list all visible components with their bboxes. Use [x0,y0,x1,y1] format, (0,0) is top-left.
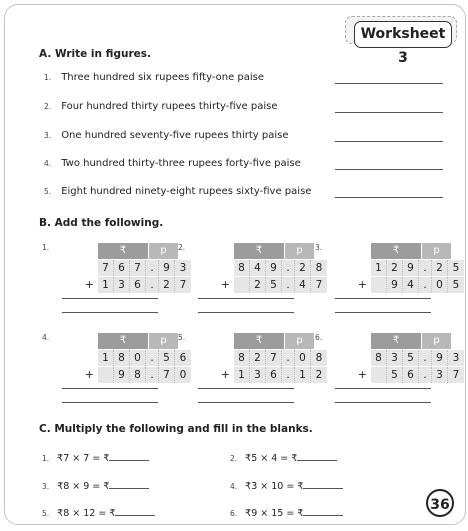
digit-cell: 6 [114,260,130,276]
a-item-number: 4. [44,159,52,168]
problem-number: 2. [178,243,186,252]
c-item-expression: ₹3 × 10 = ₹ [245,481,304,492]
digit-cell: 9 [432,350,448,366]
addend-row-bottom [208,276,327,293]
operator: + [220,278,230,291]
digit-cell: 0 [179,369,187,381]
digit-cell: 7 [159,367,175,383]
digit-cell: 2 [315,369,323,381]
addition-problem [178,333,323,403]
digit-cell: 6 [130,277,146,293]
a-item-text: Eight hundred ninety-eight rupees sixty-five paise [61,186,312,197]
decimal-point: . [146,350,159,366]
addend-row-bottom [208,366,327,383]
addition-problem [315,333,460,403]
digit-cell: 2 [295,260,311,276]
addend-row-top [345,349,464,366]
digit-cell: 5 [403,350,419,366]
digit-cell: 6 [266,367,282,383]
digit-cell: 6 [403,367,419,383]
digit-cell: 1 [98,277,114,293]
digit-cell: 3 [250,367,266,383]
digit-cell: 1 [295,367,311,383]
digit-cell: 7 [452,369,460,381]
sum-line [335,298,431,299]
digit-cell [98,367,114,383]
answer-blank [297,450,337,461]
digit-cell: 4 [250,260,266,276]
digit-cell: 5 [266,277,282,293]
addition-grid [72,333,191,383]
problem-number: 6. [315,333,323,342]
answer-line [335,169,443,170]
digit-cell: 1 [371,260,387,276]
addend-row-bottom [72,276,191,293]
c-item-number: 6. [230,509,238,518]
c-item-number: 3. [42,482,50,491]
digit-cell: 9 [403,260,419,276]
decimal-point: . [282,260,295,276]
c-item [42,478,149,492]
addition-grid [208,243,327,293]
c-item-number: 4. [230,482,238,491]
digit-cell: 1 [98,350,114,366]
digit-cell: 2 [250,350,266,366]
worksheet-title: Worksheet 3 [354,21,452,48]
c-item [42,505,155,519]
digit-cell: 5 [452,262,460,274]
a-item [44,101,444,115]
addition-problem [178,243,323,313]
addition-problem [42,243,187,313]
worksheet-badge [345,16,457,66]
rupee-header: ₹ [234,243,285,259]
addend-row-top [72,259,191,276]
answer-line [335,197,443,198]
section-c-title: C. Multiply the following and fill in the blanks. [39,423,313,435]
c-item-expression: ₹8 × 9 = ₹ [57,481,110,492]
section-a-title: A. Write in figures. [39,48,151,60]
digit-cell: 7 [179,279,187,291]
c-item [230,450,337,464]
paise-header: p [285,243,314,259]
decimal-point: . [146,277,159,293]
addend-row-top [345,259,464,276]
digit-cell: 2 [250,277,266,293]
digit-cell: 5 [452,279,460,291]
rupee-header: ₹ [98,333,149,349]
paise-header: p [149,243,178,259]
a-item-text: Three hundred six rupees fifty-one paise [61,72,265,83]
sum-line [335,402,431,403]
addition-grid [72,243,191,293]
operator: + [357,278,367,291]
answer-blank [115,505,155,516]
answer-blank [109,450,149,461]
digit-cell: 7 [315,279,323,291]
digit-cell [234,277,250,293]
paise-header: p [285,333,314,349]
problem-number: 3. [315,243,323,252]
decimal-point: . [419,277,432,293]
addend-row-bottom [72,366,191,383]
sum-line [335,388,431,389]
digit-cell: 0 [295,350,311,366]
digit-cell: 5 [387,367,403,383]
c-item [230,505,343,519]
a-item [44,158,444,172]
sum-line [198,298,294,299]
addition-problem [42,333,187,403]
sum-line [335,312,431,313]
answer-line [335,112,443,113]
addition-grid [345,333,464,383]
digit-cell: 0 [432,277,448,293]
decimal-point: . [282,277,295,293]
digit-cell: 1 [234,367,250,383]
c-item-expression: ₹8 × 12 = ₹ [57,508,116,519]
digit-cell: 3 [179,262,187,274]
c-item-expression: ₹9 × 15 = ₹ [245,508,304,519]
rupee-header: ₹ [371,243,422,259]
rupee-header: ₹ [234,333,285,349]
answer-line [335,141,443,142]
sum-line [62,402,158,403]
sum-line [198,402,294,403]
decimal-point: . [146,260,159,276]
decimal-point: . [419,367,432,383]
sum-line [62,298,158,299]
addend-row-top [208,349,327,366]
problem-number: 1. [42,243,50,252]
digit-cell: 3 [114,277,130,293]
a-item-number: 2. [44,102,52,111]
digit-cell: 0 [130,350,146,366]
c-item-number: 5. [42,509,50,518]
sum-line [62,312,158,313]
decimal-point: . [282,367,295,383]
digit-cell: 4 [295,277,311,293]
answer-blank [109,478,149,489]
operator: + [84,368,94,381]
rupee-header: ₹ [371,333,422,349]
sum-line [198,388,294,389]
digit-cell: 6 [179,352,187,364]
rupee-header: ₹ [98,243,149,259]
digit-cell: 8 [130,367,146,383]
c-item-number: 2. [230,454,238,463]
addend-row-bottom [345,276,464,293]
answer-blank [303,478,343,489]
digit-cell: 2 [159,277,175,293]
decimal-point: . [419,260,432,276]
c-item [230,478,343,492]
addition-grid [208,333,327,383]
digit-cell: 9 [387,277,403,293]
digit-cell: 9 [266,260,282,276]
digit-cell: 3 [432,367,448,383]
a-item-number: 3. [44,131,52,140]
digit-cell: 8 [114,350,130,366]
c-item-expression: ₹7 × 7 = ₹ [57,453,110,464]
digit-cell: 7 [98,260,114,276]
a-item-number: 1. [44,73,52,82]
digit-cell: 8 [371,350,387,366]
digit-cell: 4 [403,277,419,293]
c-item-expression: ₹5 × 4 = ₹ [245,453,298,464]
addition-grid [345,243,464,293]
digit-cell: 9 [159,260,175,276]
worksheet-page [4,4,466,525]
problem-number: 4. [42,333,50,342]
digit-cell: 2 [387,260,403,276]
digit-cell [371,277,387,293]
digit-cell: 5 [159,350,175,366]
decimal-point: . [146,367,159,383]
a-item-text: Two hundred thirty-three rupees forty-five paise [61,158,301,169]
sum-line [62,388,158,389]
digit-cell: 7 [130,260,146,276]
a-item-text: One hundred seventy-five rupees thirty paise [61,130,289,141]
answer-line [335,83,443,84]
paise-header: p [422,243,451,259]
section-b-title: B. Add the following. [39,217,164,229]
decimal-point: . [419,350,432,366]
digit-cell: 8 [234,350,250,366]
addend-row-bottom [345,366,464,383]
operator: + [84,278,94,291]
a-item [44,72,444,86]
decimal-point: . [282,350,295,366]
c-item-number: 1. [42,454,50,463]
digit-cell: 8 [234,260,250,276]
a-item [44,186,444,200]
digit-cell: 2 [432,260,448,276]
digit-cell [371,367,387,383]
digit-cell: 8 [315,262,323,274]
addend-row-top [208,259,327,276]
addend-row-top [72,349,191,366]
a-item-text: Four hundred thirty rupees thirty-five paise [61,101,278,112]
c-item [42,450,149,464]
paise-header: p [149,333,178,349]
digit-cell: 3 [452,352,460,364]
operator: + [220,368,230,381]
a-item-number: 5. [44,187,52,196]
digit-cell: 7 [266,350,282,366]
sum-line [198,312,294,313]
digit-cell: 8 [315,352,323,364]
operator: + [357,368,367,381]
paise-header: p [422,333,451,349]
digit-cell: 9 [114,367,130,383]
digit-cell: 3 [387,350,403,366]
addition-problem [315,243,460,313]
a-item [44,130,444,144]
answer-blank [303,505,343,516]
page-number: 36 [426,489,454,517]
problem-number: 5. [178,333,186,342]
